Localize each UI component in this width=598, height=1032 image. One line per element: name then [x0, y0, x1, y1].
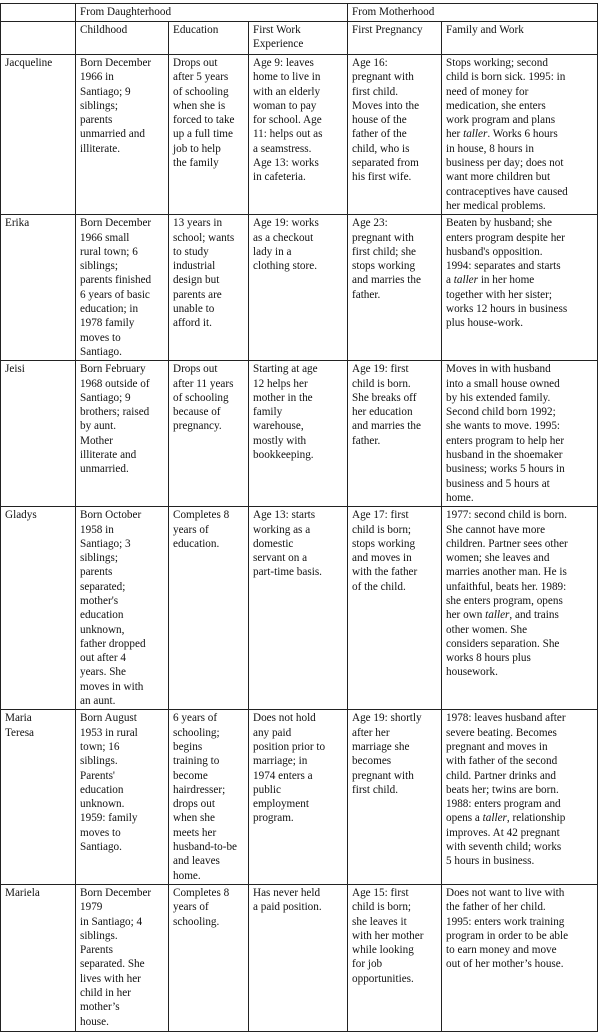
- column-header-row: [1, 22, 598, 55]
- column-header-childhood: Childhood: [76, 22, 169, 55]
- name-cell: Erika: [1, 215, 76, 361]
- family-work-cell: Does not want to live with the father of her child. 1995: enters work training program in order to be able to earn money and move out of her mother’s house.: [442, 884, 598, 1031]
- family-work-cell: Moves in with husband into a small house owned by his extended family. Second child born 1992; she wants to move. 1995: enters program to help her husband in the shoemaker business; works 5 hours in business and 5 hours at home.: [442, 361, 598, 507]
- table-row: [1, 884, 598, 1031]
- family-work-cell: Beaten by husband; she enters program despite her husband's opposition. 1994: separates and starts a taller in her home together with her sister; works 12 hours in business plus house-work.: [442, 215, 598, 361]
- family-work-cell: Stops working; second child is born sick. 1995: in need of money for medication, she enters work program and plans her taller. Works 6 hours in house, 8 hours in business per day; does not want more children but contraceptives have caused her medical problems.: [442, 55, 598, 215]
- table-row: [1, 710, 598, 885]
- table-row: [1, 507, 598, 710]
- column-header-name: [1, 22, 76, 55]
- childhood-cell: Born December 1966 in Santiago; 9 siblings; parents unmarried and illiterate.: [76, 55, 169, 215]
- column-header-first-pregnancy: First Pregnancy: [348, 22, 442, 55]
- table-row: [1, 361, 598, 507]
- childhood-cell: Born February 1968 outside of Santiago; 9 brothers; raised by aunt. Mother illiterate and unmarried.: [76, 361, 169, 507]
- education-cell: Drops out after 11 years of schooling because of pregnancy.: [169, 361, 249, 507]
- first-pregnancy-cell: Age 23: pregnant with first child; she stops working and marries the father.: [348, 215, 442, 361]
- column-header-family-work: Family and Work: [442, 22, 598, 55]
- education-cell: Drops out after 5 years of schooling when she is forced to take up a full time job to help the family: [169, 55, 249, 215]
- group-header-daughterhood: From Daughterhood: [76, 4, 348, 22]
- childhood-cell: Born December 1979 in Santiago; 4 siblings. Parents separated. She lives with her child in her mother’s house.: [76, 884, 169, 1031]
- column-header-education: Education: [169, 22, 249, 55]
- education-cell: Completes 8 years of schooling.: [169, 884, 249, 1031]
- first-pregnancy-cell: Age 19: first child is born. She breaks off her education and marries the father.: [348, 361, 442, 507]
- first-work-cell: Starting at age 12 helps her mother in the family warehouse, mostly with bookkeeping.: [249, 361, 348, 507]
- first-pregnancy-cell: Age 19: shortly after her marriage she becomes pregnant with first child.: [348, 710, 442, 885]
- first-work-cell: Age 13: starts working as a domestic servant on a part-time basis.: [249, 507, 348, 710]
- name-cell: Maria Teresa: [1, 710, 76, 885]
- education-cell: 13 years in school; wants to study industrial design but parents are unable to afford it.: [169, 215, 249, 361]
- childhood-cell: Born December 1966 small rural town; 6 siblings; parents finished 6 years of basic education; in 1978 family moves to Santiago.: [76, 215, 169, 361]
- family-work-cell: 1977: second child is born. She cannot have more children. Partner sees other women; she leaves and marries another man. He is unfaithful, beats her. 1989: she enters program, opens her own taller, and trains other women. She considers separation. She works 8 hours plus housework.: [442, 507, 598, 710]
- first-work-cell: Does not hold any paid position prior to marriage; in 1974 enters a public employment program.: [249, 710, 348, 885]
- table-row: [1, 55, 598, 215]
- first-pregnancy-cell: Age 15: first child is born; she leaves it with her mother while looking for job opportunities.: [348, 884, 442, 1031]
- column-header-first-work: First Work Experience: [249, 22, 348, 55]
- first-pregnancy-cell: Age 17: first child is born; stops working and moves in with the father of the child.: [348, 507, 442, 710]
- women-life-history-table: [0, 3, 598, 1032]
- name-cell: Jacqueline: [1, 55, 76, 215]
- name-cell: Mariela: [1, 884, 76, 1031]
- table-row: [1, 215, 598, 361]
- name-cell: Gladys: [1, 507, 76, 710]
- group-header-row: [1, 4, 598, 22]
- first-work-cell: Has never held a paid position.: [249, 884, 348, 1031]
- education-cell: 6 years of schooling; begins training to become hairdresser; drops out when she meets her husband-to-be and leaves home.: [169, 710, 249, 885]
- first-work-cell: Age 9: leaves home to live in with an elderly woman to pay for school. Age 11: helps out as a seamstress. Age 13: works in cafeteria.: [249, 55, 348, 215]
- childhood-cell: Born October 1958 in Santiago; 3 siblings; parents separated; mother's education unknown, father dropped out after 4 years. She moves in with an aunt.: [76, 507, 169, 710]
- education-cell: Completes 8 years of education.: [169, 507, 249, 710]
- childhood-cell: Born August 1953 in rural town; 16 siblings. Parents' education unknown. 1959: family moves to Santiago.: [76, 710, 169, 885]
- family-work-cell: 1978: leaves husband after severe beating. Becomes pregnant and moves in with father of the second child. Partner drinks and beats her; twins are born. 1988: enters program and opens a taller, relationship improves. At 42 pregnant with seventh child; works 5 hours in business.: [442, 710, 598, 885]
- group-header-blank: [1, 4, 76, 22]
- first-pregnancy-cell: Age 16: pregnant with first child. Moves into the house of the father of the child, who is separated from his first wife.: [348, 55, 442, 215]
- first-work-cell: Age 19: works as a checkout lady in a clothing store.: [249, 215, 348, 361]
- name-cell: Jeisi: [1, 361, 76, 507]
- group-header-motherhood: From Motherhood: [348, 4, 598, 22]
